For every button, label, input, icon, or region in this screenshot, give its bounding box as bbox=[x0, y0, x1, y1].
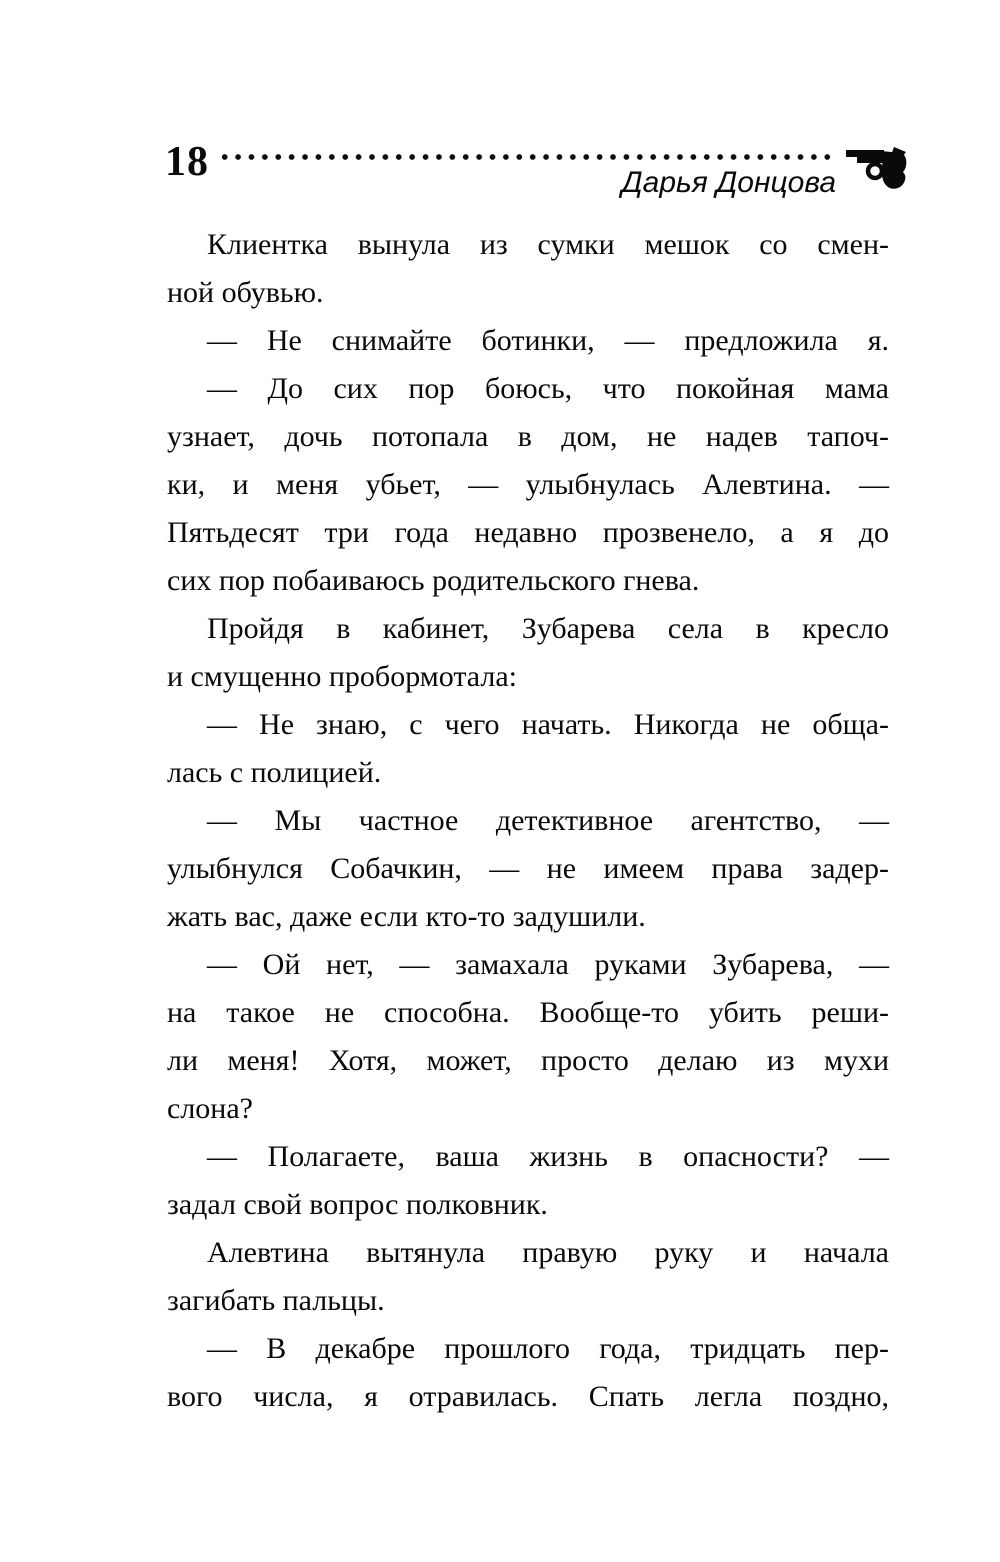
text-line: Алевтина вытянула правую руку и начала bbox=[207, 1236, 889, 1269]
text-line: загибать пальцы. bbox=[167, 1284, 385, 1317]
text-line: — Полагаете, ваша жизнь в опасности? — bbox=[207, 1140, 889, 1173]
dotted-separator bbox=[218, 153, 834, 161]
text-line: улыбнулся Собачкин, — не имеем права задер- bbox=[167, 852, 889, 885]
text-line: Пятьдесят три года недавно прозвенело, а я до bbox=[167, 516, 889, 549]
text-line: — Не знаю, с чего начать. Никогда не обща- bbox=[207, 708, 889, 741]
text-line: — Ой нет, — замахала руками Зубарева, — bbox=[207, 948, 889, 981]
text-line: — Мы частное детективное агентство, — bbox=[207, 804, 889, 837]
text-line: лась с полицией. bbox=[167, 756, 382, 789]
text-line: ной обувью. bbox=[167, 276, 324, 309]
text-line: ки, и меня убьет, — улыбнулась Алевтина. — bbox=[167, 468, 889, 501]
text-line: — Не снимайте ботинки, — предложила я. bbox=[207, 324, 889, 357]
text-line: — До сих пор боюсь, что покойная мама bbox=[207, 372, 889, 405]
text-line: сих пор побаиваюсь родительского гнева. bbox=[167, 564, 700, 597]
text-line: ли меня! Хотя, может, просто делаю из мухи bbox=[167, 1044, 889, 1077]
text-line: на такое не способна. Вообще-то убить реши- bbox=[167, 996, 889, 1029]
running-header-author: Дарья Донцова bbox=[621, 166, 836, 199]
text-line: — В декабре прошлого года, тридцать пер- bbox=[207, 1332, 889, 1365]
text-line: Клиентка вынула из сумки мешок со смен- bbox=[207, 228, 889, 261]
text-line: Пройдя в кабинет, Зубарева села в кресло bbox=[207, 612, 889, 645]
text-line: и смущенно пробормотала: bbox=[167, 660, 518, 693]
text-line: жать вас, даже если кто-то задушили. bbox=[167, 900, 646, 933]
body-text bbox=[167, 221, 889, 1421]
page-number: 18 bbox=[165, 139, 209, 185]
text-line: узнает, дочь потопала в дом, не надев тапоч- bbox=[167, 420, 889, 453]
text-line: слона? bbox=[167, 1092, 253, 1125]
text-line: задал свой вопрос полковник. bbox=[167, 1188, 548, 1221]
text-line: вого числа, я отравилась. Спать легла поздно, bbox=[167, 1380, 889, 1413]
revolver-icon bbox=[845, 145, 909, 191]
